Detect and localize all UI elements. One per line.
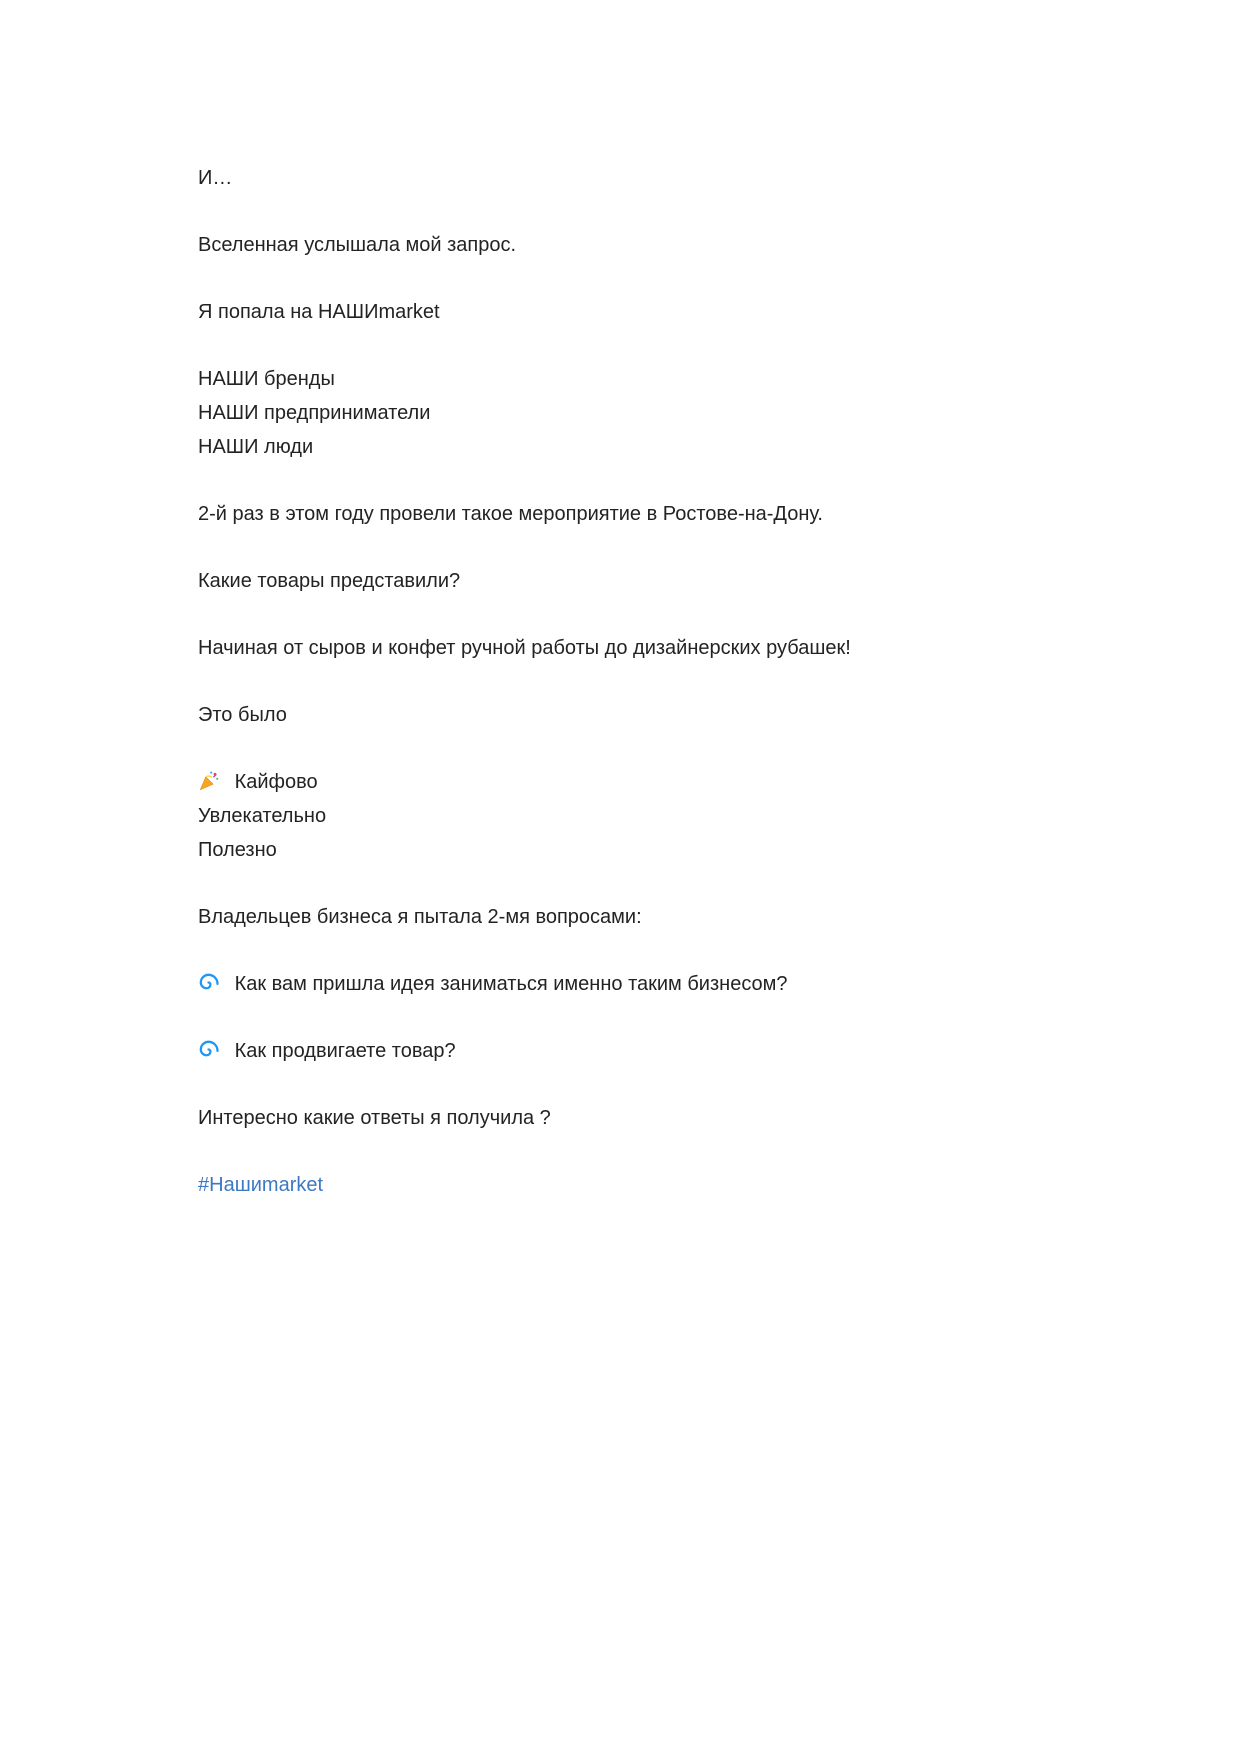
- paragraph-highlights: [198, 765, 1102, 867]
- text-line: Как вам пришла идея заниматься именно таким бизнесом?: [234, 973, 788, 995]
- text-line: Вселенная услышала мой запрос.: [198, 234, 517, 256]
- text-line: Интересно какие ответы я получила ?: [198, 1107, 551, 1129]
- paragraph-question-1: [198, 967, 1102, 1001]
- paragraph-owners-questions: [198, 900, 1102, 934]
- paragraph-goods-range: [198, 631, 1102, 665]
- paragraph-and: [198, 161, 1102, 195]
- text-line: НАШИ бренды: [198, 368, 335, 390]
- text-line: 2-й раз в этом году провели такое мероприятие в Ростове-на-Дону.: [198, 503, 823, 525]
- text-line: Как продвигаете товар?: [234, 1040, 456, 1062]
- paragraph-answers: [198, 1101, 1102, 1135]
- text-line: Какие товары представили?: [198, 570, 461, 592]
- paragraph-nashi-list: [198, 362, 1102, 464]
- paragraph-question-goods: [198, 564, 1102, 598]
- paragraph-universe: [198, 228, 1102, 262]
- text-line: Это было: [198, 704, 287, 726]
- paragraph-hashtag: [198, 1168, 1102, 1202]
- text-line: НАШИ предприниматели: [198, 402, 431, 424]
- text-line: Увлекательно: [198, 805, 327, 827]
- text-line: И…: [198, 167, 233, 189]
- highlight-line: [198, 765, 1102, 799]
- cyclone-icon: [198, 1039, 220, 1061]
- text-line: Я попала на НАШИmarket: [198, 301, 440, 323]
- paragraph-it-was: [198, 698, 1102, 732]
- paragraph-question-2: [198, 1034, 1102, 1068]
- text-line: Владельцев бизнеса я пытала 2-мя вопросами:: [198, 906, 642, 928]
- party-popper-icon: [198, 770, 220, 792]
- paragraph-event: [198, 497, 1102, 531]
- cyclone-icon: [198, 972, 220, 994]
- text-line: Кайфово: [234, 771, 318, 793]
- text-line: Начиная от сыров и конфет ручной работы до дизайнерских рубашек!: [198, 637, 851, 659]
- paragraph-market: [198, 295, 1102, 329]
- text-line: НАШИ люди: [198, 436, 314, 458]
- text-line: Полезно: [198, 839, 277, 861]
- hashtag-link[interactable]: #Нашиmarket: [198, 1174, 324, 1196]
